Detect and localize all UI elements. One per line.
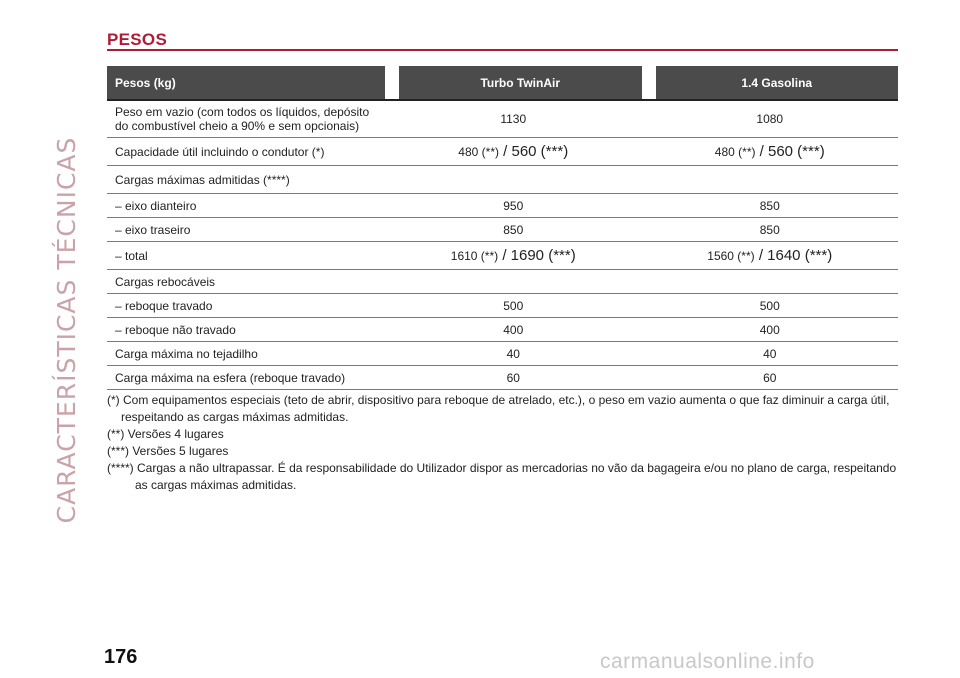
row-label: – eixo dianteiro — [107, 194, 385, 218]
value-part: / 1690 (***) — [498, 247, 576, 264]
value-gasolina — [642, 242, 899, 270]
row-label: – total — [107, 242, 385, 270]
table-row — [107, 194, 898, 218]
value-gasolina — [642, 166, 899, 194]
weights-table — [107, 66, 898, 390]
value-part: 480 (**) — [458, 145, 499, 159]
table-row — [107, 270, 898, 294]
value-gasolina: 500 — [642, 294, 899, 318]
side-chapter-title-text: CARACTERÍSTICAS TÉCNICAS — [52, 136, 81, 524]
value-gasolina: 400 — [642, 318, 899, 342]
table-row — [107, 366, 898, 390]
header-gasolina: 1.4 Gasolina — [656, 66, 899, 100]
watermark: carmanualsonline.info — [600, 650, 815, 673]
row-label: Carga máxima no tejadilho — [107, 342, 385, 366]
table-header-row — [107, 66, 898, 100]
row-label: Carga máxima na esfera (reboque travado) — [107, 366, 385, 390]
row-label: Cargas rebocáveis — [107, 270, 385, 294]
row-label: – reboque travado — [107, 294, 385, 318]
value-gasolina — [642, 270, 899, 294]
header-gap — [642, 66, 656, 100]
value-twinair: 60 — [385, 366, 642, 390]
value-part: / 1640 (***) — [754, 247, 833, 264]
header-pesos: Pesos (kg) — [107, 66, 385, 100]
value-twinair: 40 — [385, 342, 642, 366]
value-twinair: 950 — [385, 194, 642, 218]
value-part: / 560 (***) — [755, 143, 825, 160]
title-rule — [107, 49, 898, 51]
header-gap — [385, 66, 399, 100]
row-label: Peso em vazio (com todos os líquidos, depósito do combustível cheio a 90% e sem opcionais) — [107, 100, 385, 138]
value-twinair — [385, 270, 642, 294]
page-number: 176 — [104, 646, 138, 668]
value-twinair — [385, 166, 642, 194]
table-row — [107, 100, 898, 138]
table-row — [107, 294, 898, 318]
table-row — [107, 242, 898, 270]
footnote: (****) Cargas a não ultrapassar. É da responsabilidade do Utilizador dispor as mercadorias no vão da bagageira e/ou no plano de carga, respeitando as cargas máximas admitidas. — [107, 461, 897, 492]
value-gasolina — [642, 138, 899, 166]
value-twinair: 500 — [385, 294, 642, 318]
value-part: 480 (**) — [714, 145, 756, 159]
value-twinair: 400 — [385, 318, 642, 342]
value-twinair: 1130 — [385, 100, 642, 138]
table-row — [107, 138, 898, 166]
value-gasolina: 60 — [642, 366, 899, 390]
value-part: 1610 (**) — [450, 249, 499, 263]
footnote: (***) Versões 5 lugares — [107, 444, 229, 458]
footnotes — [107, 392, 898, 494]
footnote: (**) Versões 4 lugares — [107, 427, 224, 441]
row-label: Capacidade útil incluindo o condutor (*) — [107, 138, 385, 166]
row-label: – eixo traseiro — [107, 218, 385, 242]
value-twinair — [385, 138, 642, 166]
table-row — [107, 318, 898, 342]
table-row — [107, 342, 898, 366]
value-gasolina: 40 — [642, 342, 899, 366]
row-label: Cargas máximas admitidas (****) — [107, 166, 385, 194]
header-turbo-twinair: Turbo TwinAir — [399, 66, 642, 100]
value-part: 1560 (**) — [707, 249, 755, 263]
value-twinair — [385, 242, 642, 270]
table-row — [107, 218, 898, 242]
value-gasolina: 850 — [642, 194, 899, 218]
row-label: – reboque não travado — [107, 318, 385, 342]
value-twinair: 850 — [385, 218, 642, 242]
value-gasolina: 850 — [642, 218, 899, 242]
section-title: PESOS — [107, 30, 168, 49]
footnote: (*) Com equipamentos especiais (teto de abrir, dispositivo para reboque de atrelado, etc.), o peso em vazio aumenta o que faz diminuir a carga útil, respeitando as cargas máximas admitidas. — [107, 393, 890, 424]
value-part: / 560 (***) — [498, 143, 569, 160]
value-gasolina: 1080 — [642, 100, 899, 138]
table-row — [107, 166, 898, 194]
